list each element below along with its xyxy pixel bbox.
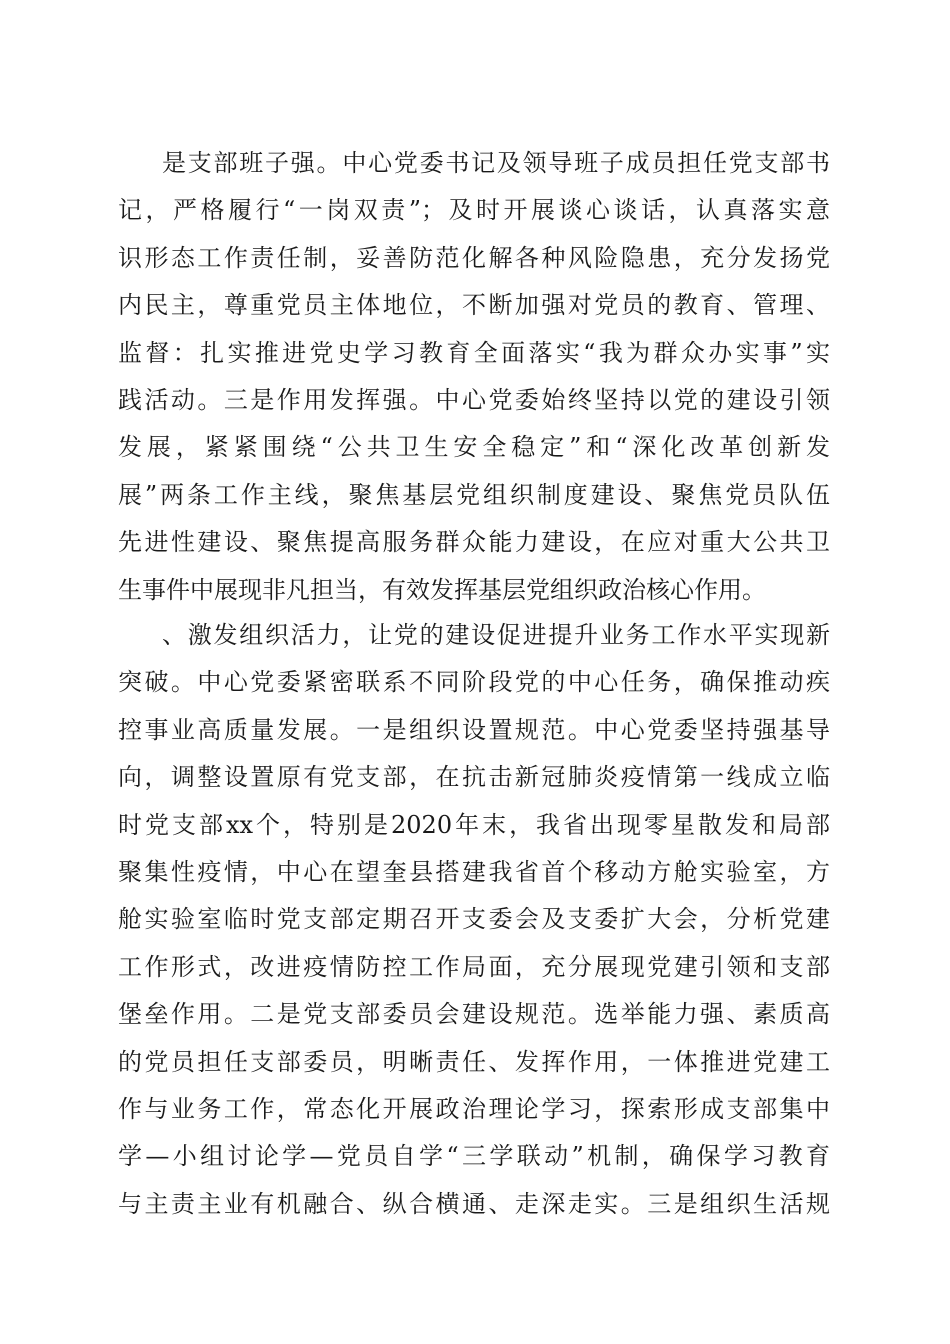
paragraph-line: 堡垒作用。二是党支部委员会建设规范。选举能力强、素质高 [118, 1000, 830, 1029]
paragraph-line: 的党员担任支部委员，明晰责任、发挥作用，一体推进党建工 [118, 1047, 830, 1076]
paragraph-line: 舱实验室临时党支部定期召开支委会及支委扩大会，分析党建 [118, 905, 830, 934]
paragraph-line: 作与业务工作，常态化开展政治理论学习，探索形成支部集中 [118, 1094, 830, 1123]
paragraph-line: 监督：扎实推进党史学习教育全面落实“我为群众办实事”实 [118, 338, 830, 367]
paragraph-line: 践活动。三是作用发挥强。中心党委始终坚持以党的建设引领 [118, 385, 830, 414]
paragraph-2 [118, 612, 830, 1228]
paragraph-line: 聚集性疫情，中心在望奎县搭建我省首个移动方舱实验室，方 [118, 857, 830, 886]
paragraph-line: 突破。中心党委紧密联系不同阶段党的中心任务，确保推动疾 [118, 668, 830, 697]
paragraph-line: 发展，紧紧围绕“公共卫生安全稳定”和“深化改革创新发 [118, 433, 830, 462]
paragraph-line: 内民主，尊重党员主体地位，不断加强对党员的教育、管理、 [118, 291, 830, 320]
paragraph-line: 工作形式，改进疫情防控工作局面，充分展现党建引领和支部 [118, 952, 830, 981]
paragraph-line: 控事业高质量发展。一是组织设置规范。中心党委坚持强基导 [118, 715, 830, 744]
paragraph-line: 学—小组讨论学—党员自学“三学联动”机制，确保学习教育 [118, 1142, 830, 1171]
paragraph-line: 与主责主业有机融合、纵合横通、走深走实。三是组织生活规 [118, 1189, 830, 1218]
paragraph-line: 识形态工作责任制，妥善防范化解各种风险隐患，充分发扬党 [118, 243, 830, 272]
paragraph-line: 先进性建设、聚焦提高服务群众能力建设，在应对重大公共卫 [118, 528, 830, 557]
paragraph-line: 生事件中展现非凡担当，有效发挥基层党组织政治核心作用。 [118, 575, 766, 604]
paragraph-line: 时党支部xx个，特别是2020年末，我省出现零星散发和局部 [118, 810, 830, 839]
paragraph-line: 展”两条工作主线，聚焦基层党组织制度建设、聚焦党员队伍 [118, 480, 830, 509]
paragraph-line: 记，严格履行“一岗双责”；及时开展谈心谈话，认真落实意 [118, 196, 830, 225]
paragraph-line: 、激发组织活力，让党的建设促进提升业务工作水平实现新 [162, 621, 830, 649]
paragraph-line: 是支部班子强。中心党委书记及领导班子成员担任党支部书 [162, 149, 830, 177]
paragraph-1 [118, 140, 830, 614]
paragraph-line: 向，调整设置原有党支部，在抗击新冠肺炎疫情第一线成立临 [118, 763, 830, 792]
